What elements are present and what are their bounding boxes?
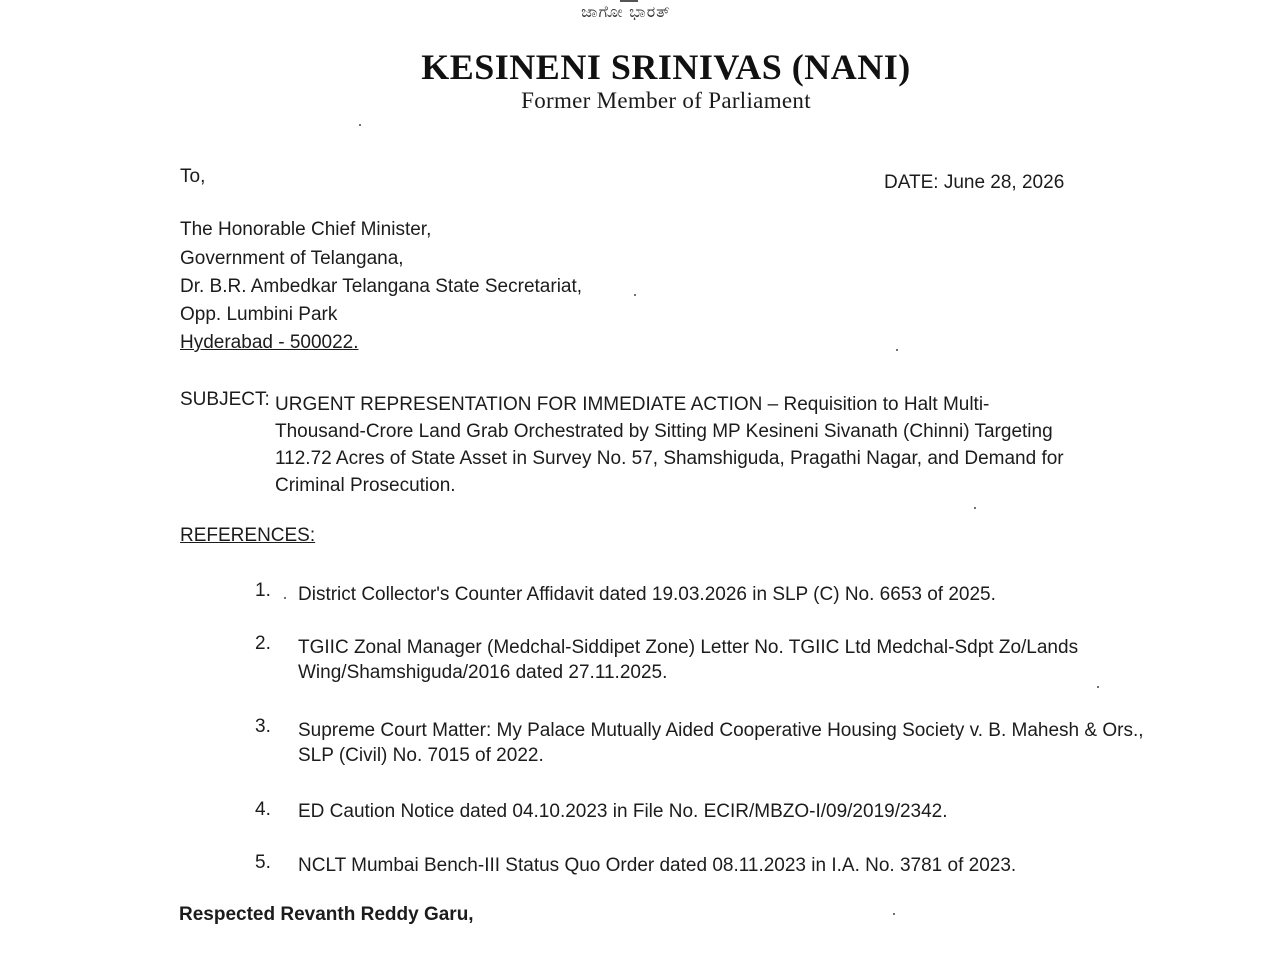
address-line: Dr. B.R. Ambedkar Telangana State Secretariat,	[180, 276, 583, 297]
reference-number: 1.	[255, 580, 271, 601]
reference-number: 5.	[255, 852, 271, 873]
references-heading: REFERENCES:	[180, 525, 316, 546]
subject-text: URGENT REPRESENTATION FOR IMMEDIATE ACTION – Requisition to Halt Multi-Thousand-Crore Land Grab Orchestrated by Sitting MP Kesineni Sivanath (Chinni) Targeting 112.72 Acres of State Asset in Survey No. 57, Shamshiguda, Pragathi Nagar, and Demand for Criminal Prosecution.	[275, 394, 1064, 496]
reference-item: TGIIC Zonal Manager (Medchal-Siddipet Zone) Letter No. TGIIC Ltd Medchal-Sdpt Zo/Lands Wing/Shamshiguda/2016 dated 27.11.2025.	[298, 637, 1079, 683]
address-line: Government of Telangana,	[180, 248, 404, 269]
to-label: To,	[180, 166, 206, 187]
scan-speck	[359, 124, 361, 126]
letterhead-motto: ಜಾಗೋ ಭಾರತ್	[581, 4, 671, 21]
reference-number: 4.	[255, 799, 271, 820]
reference-item: Supreme Court Matter: My Palace Mutually Aided Cooperative Housing Society v. B. Mahesh & Ors., SLP (Civil) No. 7015 of 2022.	[298, 720, 1144, 766]
reference-number: 2.	[255, 633, 271, 654]
salutation: Respected Revanth Reddy Garu,	[179, 904, 474, 925]
scan-speck	[284, 597, 286, 599]
reference-item: ED Caution Notice dated 04.10.2023 in File No. ECIR/MBZO-I/09/2019/2342.	[298, 801, 948, 822]
scan-speck	[974, 507, 976, 509]
scan-speck	[634, 294, 636, 296]
address-line: Hyderabad - 500022.	[180, 332, 359, 353]
scan-speck	[893, 913, 895, 915]
reference-item: NCLT Mumbai Bench-III Status Quo Order dated 08.11.2023 in I.A. No. 3781 of 2023.	[298, 855, 1017, 876]
letterhead-designation: Former Member of Parliament	[521, 88, 811, 113]
emblem-mark	[620, 0, 638, 2]
subject-label: SUBJECT:	[180, 389, 270, 410]
letter-date: DATE: June 28, 2026	[884, 172, 1065, 193]
letterhead-name: KESINENI SRINIVAS (NANI)	[421, 47, 911, 87]
address-line: The Honorable Chief Minister,	[180, 219, 432, 240]
reference-item: District Collector's Counter Affidavit dated 19.03.2026 in SLP (C) No. 6653 of 2025.	[298, 584, 996, 605]
address-line: Opp. Lumbini Park	[180, 304, 338, 325]
reference-number: 3.	[255, 716, 271, 737]
scan-speck	[896, 349, 898, 351]
scan-speck	[1097, 686, 1099, 688]
